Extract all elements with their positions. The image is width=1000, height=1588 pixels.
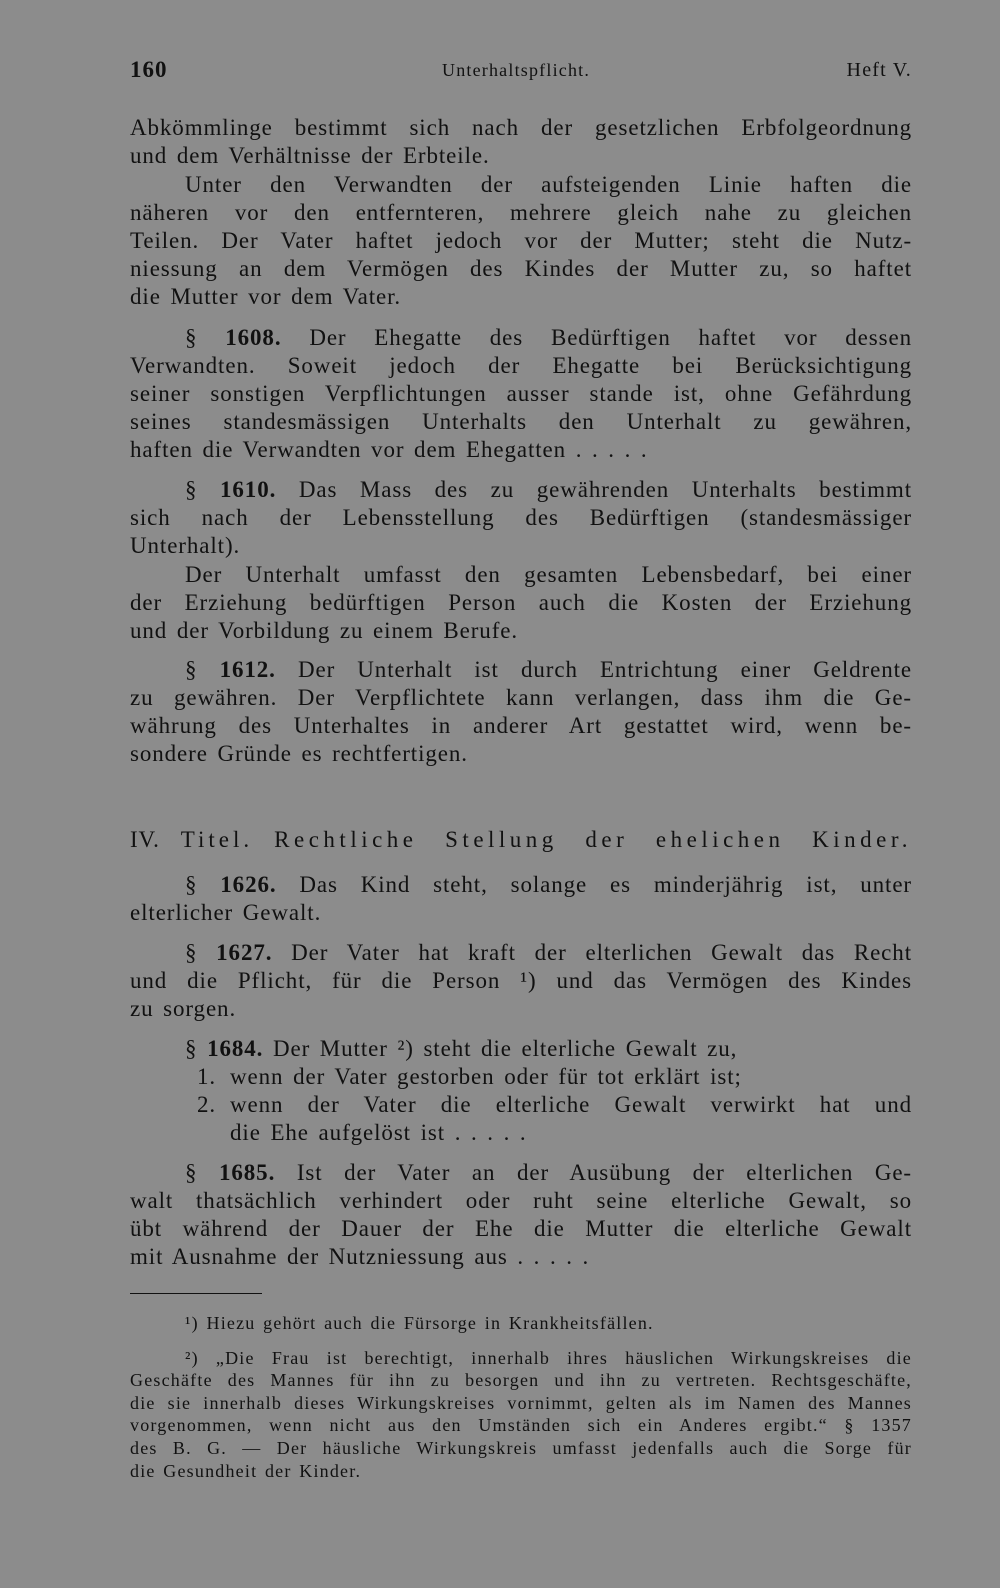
footnote-text: Hiezu gehört auch die Fürsorge in Krankheitsfällen. (206, 1313, 654, 1333)
footnote-marker: ²) (185, 1347, 199, 1368)
section-lead-line (130, 1035, 912, 1063)
list-item-marker: 2. (197, 1092, 217, 1117)
text-line: und dem Verhältnisse der Erbteile. (130, 143, 490, 168)
line-text: Der Unterhalt ist durch Entrichtung einer Geldrente (297, 657, 913, 682)
section-sign: § (185, 1036, 198, 1061)
section-sign: § (185, 940, 198, 965)
footnote-line (130, 1312, 912, 1335)
section-lead-line (130, 871, 912, 899)
text-line: zu gewähren. Der Verpflichtete kann verlangen, dass ihm die Ge- (130, 685, 912, 710)
footnote-marker: ¹) (185, 1313, 199, 1333)
title-number: IV. (130, 827, 160, 852)
text-line: währung des Unterhaltes in anderer Art gestattet wird, wenn be- (130, 713, 912, 738)
text-line: elterlicher Gewalt. (130, 900, 322, 925)
text-line: Unterhalt). (130, 533, 241, 558)
text-line: mit Ausnahme der Nutzniessung aus . . . . . (130, 1244, 590, 1269)
text-line: seines standesmässigen Unterhalts den Unterhalt zu gewähren, (130, 409, 912, 434)
section-1684 (130, 1035, 912, 1147)
section-1610 (130, 476, 912, 560)
main-text (130, 114, 912, 1271)
line-text: wenn der Vater gestorben oder für tot erklärt ist; (230, 1064, 742, 1089)
line-text: Der Vater hat kraft der elterlichen Gewalt das Recht (291, 940, 912, 965)
text-line: haften die Verwandten vor dem Ehegatten . . . . . (130, 437, 648, 462)
text-line: näheren vor den entfernteren, mehrere gleich nahe zu gleichen (130, 200, 912, 225)
section-1610-continuation (130, 561, 912, 645)
volume-label: Heft V. (846, 59, 912, 81)
text-line: übt während der Dauer der Ehe die Mutter die elterliche Gewalt (130, 1216, 912, 1241)
section-1627 (130, 939, 912, 1023)
paragraph-ascendants (130, 171, 912, 311)
footnote-rule (130, 1293, 262, 1294)
section-1685 (130, 1159, 912, 1271)
section-lead-line (130, 324, 912, 352)
text-line: der Erziehung bedürftigen Person auch die Kosten der Erziehung (130, 590, 912, 615)
text-line: niessung an dem Vermögen des Kindes der Mutter zu, so haftet (130, 256, 912, 281)
section-number: 1685. (218, 1160, 276, 1185)
running-title: Unterhaltspflicht. (442, 60, 591, 80)
text-line: und die Pflicht, für die Person ¹) und das Vermögen des Kindes (130, 968, 912, 993)
footnotes (130, 1312, 912, 1482)
footnote-line: die sie innerhalb dieses Wirkungskreises vornimmt, gelten als im Namen des Mannes (130, 1392, 912, 1413)
line-text: Das Kind steht, solange es minderjährig ist, unter (299, 872, 912, 897)
title-text: Rechtliche Stellung der ehelichen Kinder. (274, 827, 912, 852)
line-text: Ist der Vater an der Ausübung der elterlichen Ge- (296, 1160, 912, 1185)
footnote-line (130, 1347, 912, 1370)
footnote-1 (130, 1312, 912, 1335)
section-number: 1627. (216, 940, 273, 965)
section-number: 1608. (225, 325, 282, 350)
text-line: sondere Gründe es rechtfertigen. (130, 741, 468, 766)
footnote-line: Geschäfte des Mannes für ihn zu besorgen und ihn zu vertreten. Rechtsgeschäfte, (130, 1370, 912, 1391)
section-1612 (130, 656, 912, 768)
section-1626 (130, 871, 912, 927)
text-line: Verwandten. Soweit jedoch der Ehegatte bei Berücksichtigung (130, 353, 912, 378)
line-text: wenn der Vater die elterliche Gewalt verwirkt hat und (230, 1092, 912, 1117)
line-text: Der Ehegatte des Bedürftigen haftet vor dessen (309, 325, 913, 350)
footnote-line: vorgenommen, wenn nicht aus den Umständen sich ein Anderes ergibt.“ § 1357 (130, 1415, 912, 1436)
text-line: Unter den Verwandten der aufsteigenden Linie haften die (185, 172, 912, 197)
section-number: 1610. (220, 477, 277, 502)
text-line: zu sorgen. (130, 996, 237, 1021)
title-label: Titel. (180, 827, 254, 852)
section-sign: § (185, 657, 198, 682)
text-line: Teilen. Der Vater haftet jedoch vor der Mutter; steht die Nutz- (130, 228, 912, 253)
section-1608 (130, 324, 912, 464)
section-lead-line (130, 656, 912, 684)
section-number: 1626. (220, 872, 277, 897)
section-lead-line (130, 1159, 912, 1187)
list-item-continuation: die Ehe aufgelöst ist . . . . . (230, 1120, 527, 1145)
text-line: Der Unterhalt umfasst den gesamten Lebensbedarf, bei einer (185, 562, 912, 587)
text-line: die Mutter vor dem Vater. (130, 284, 402, 309)
footnote-text: „Die Frau ist berechtigt, innerhalb ihres häuslichen Wirkungskreises die (215, 1347, 912, 1368)
list-item-marker: 1. (197, 1064, 217, 1089)
list-item (130, 1091, 912, 1119)
section-sign: § (185, 325, 198, 350)
text-line: Abkömmlinge bestimmt sich nach der gesetzlichen Erbfolgeordnung (130, 115, 912, 140)
title-heading (130, 826, 912, 854)
footnote-line: die Gesundheit der Kinder. (130, 1460, 362, 1481)
section-number: 1612. (219, 657, 276, 682)
footnote-line: des B. G. — Der häusliche Wirkungskreis umfasst jedenfalls auch die Sorge für (130, 1437, 912, 1458)
list-item (130, 1063, 912, 1091)
paragraph-intro (130, 114, 912, 170)
page-number: 160 (130, 57, 168, 82)
section-lead-line (130, 476, 912, 504)
section-sign: § (185, 477, 198, 502)
section-number: 1684. (207, 1036, 264, 1061)
line-text: Der Mutter ²) steht die elterliche Gewalt zu, (272, 1036, 738, 1061)
line-text: Das Mass des zu gewährenden Unterhalts bestimmt (298, 477, 912, 502)
text-line: walt thatsächlich verhindert oder ruht seine elterliche Gewalt, so (130, 1188, 912, 1213)
section-sign: § (185, 1160, 198, 1185)
text-line: seiner sonstigen Verpflichtungen ausser stande ist, ohne Gefährdung (130, 381, 912, 406)
footnote-2 (130, 1347, 912, 1483)
text-line: und der Vorbildung zu einem Berufe. (130, 618, 519, 643)
section-sign: § (185, 872, 198, 897)
text-line: sich nach der Lebensstellung des Bedürftigen (standesmässiger (130, 505, 912, 530)
section-lead-line (130, 939, 912, 967)
